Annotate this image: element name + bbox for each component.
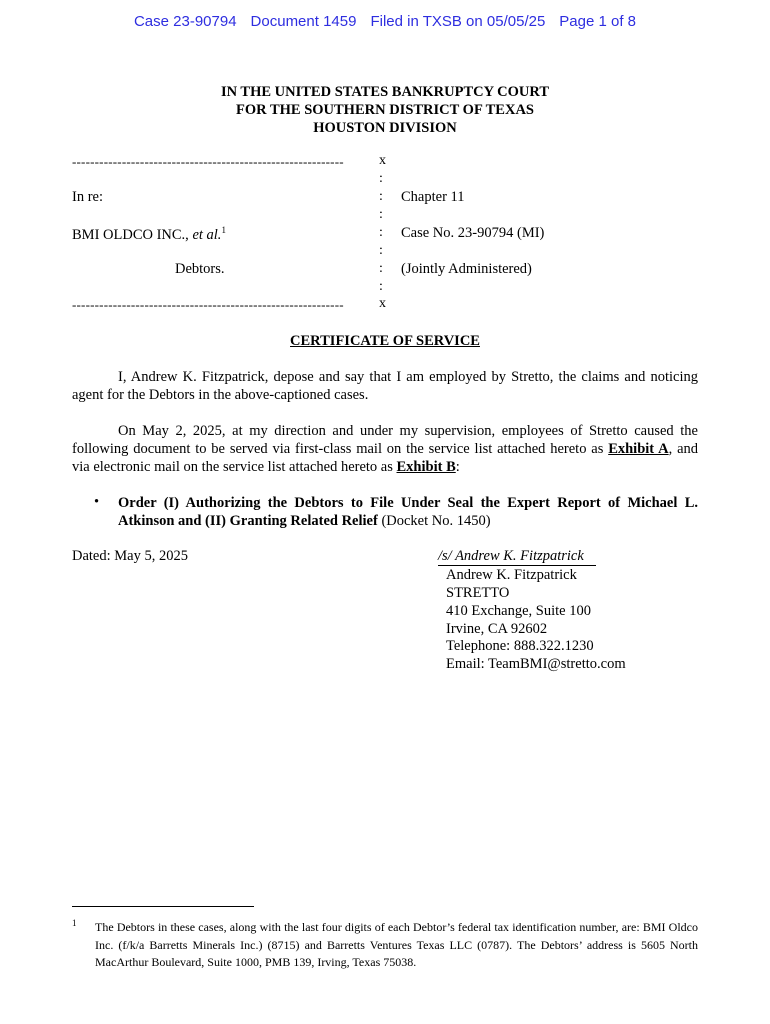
case-number: Case No. 23-90794 (MI) — [401, 225, 545, 241]
stamp-case: Case 23-90794 — [133, 13, 237, 30]
served-document-title: Order (I) Authorizing the Debtors to File Under Seal the Expert Report of Michael L. Atkinson and (II) Granting Related Relief — [118, 495, 698, 529]
signatory-telephone: Telephone: 888.322.1230 — [446, 638, 594, 654]
debtor-name-text: BMI OLDCO INC., — [72, 226, 193, 243]
in-re-label: In re: — [72, 189, 103, 205]
signatory-company: STRETTO — [446, 585, 510, 601]
paragraph-1: I, Andrew K. Fitzpatrick, depose and say that I am employed by Stretto, the claims and noticing agent for the Debtors in the above-captioned cases. — [72, 369, 698, 403]
footnote-text: The Debtors in these cases, along with the last four digits of each Debtor’s federal tax identification number, are: BMI Oldco Inc. (f/k/a Barretts Minerals Inc.) (8715) and Barretts Ventures Texas LLC (0787). The Debtors’ address is 5605 North MacArthur Boulevard, Suite 1000, PMB 139, Irving, Texas 75038. — [95, 920, 698, 969]
served-document-docket: (Docket No. 1450) — [377, 513, 491, 529]
signatory-address2: Irvine, CA 92602 — [446, 621, 548, 637]
stamp-filed: Filed in TXSB on 05/05/25 — [370, 13, 546, 30]
caption-colon: : — [379, 207, 383, 222]
caption-colon: : — [379, 171, 383, 186]
signature: /s/ Andrew K. Fitzpatrick — [438, 548, 596, 566]
paragraph-2-part2: , and via electronic mail on the service list attached hereto as — [72, 441, 699, 475]
caption-colon: : — [379, 243, 383, 258]
served-document — [118, 494, 698, 530]
caption-top-rule: ------------------------------------------------------------ — [72, 154, 344, 169]
debtor-name — [72, 225, 226, 244]
stamp-document: Document 1459 — [250, 13, 357, 30]
caption-x-bottom: x — [379, 296, 386, 311]
signatory-address1: 410 Exchange, Suite 100 — [446, 603, 591, 619]
court-heading-line1: IN THE UNITED STATES BANKRUPTCY COURT — [220, 84, 550, 100]
caption-colon: : — [379, 279, 383, 294]
caption-colon: : — [379, 225, 383, 240]
paragraph-2 — [72, 422, 698, 476]
signatory-name: Andrew K. Fitzpatrick — [446, 567, 577, 583]
footnote-ref: 1 — [221, 225, 226, 235]
bullet-symbol: • — [94, 494, 100, 510]
stamp-page: Page 1 of 8 — [559, 13, 637, 30]
caption-bottom-rule: ------------------------------------------------------------ — [72, 297, 344, 312]
paragraph-2-part1: On May 2, 2025, at my direction and under my supervision, employees of Stretto caused the following document to be served via first-class mail on the service list attached hereto as — [72, 423, 698, 457]
caption-colon: : — [379, 261, 383, 276]
document-title: CERTIFICATE OF SERVICE — [290, 333, 480, 349]
chapter-label: Chapter 11 — [401, 189, 465, 205]
exhibit-a: Exhibit A — [608, 441, 669, 457]
filing-stamp — [0, 13, 770, 30]
footnote-rule — [72, 906, 254, 907]
footnote-mark: 1 — [72, 918, 77, 928]
court-heading-line3: HOUSTON DIVISION — [313, 120, 457, 136]
caption-colon: : — [379, 189, 383, 204]
debtors-label: Debtors. — [175, 261, 225, 277]
et-al: et al. — [192, 226, 222, 243]
dated-line: Dated: May 5, 2025 — [72, 548, 188, 564]
caption-x-top: x — [379, 153, 386, 168]
court-heading-line2: FOR THE SOUTHERN DISTRICT OF TEXAS — [235, 102, 534, 118]
paragraph-2-part3: : — [455, 459, 460, 475]
jointly-administered: (Jointly Administered) — [401, 261, 532, 277]
signatory-email: Email: TeamBMI@stretto.com — [446, 656, 626, 672]
exhibit-b: Exhibit B — [396, 459, 456, 475]
